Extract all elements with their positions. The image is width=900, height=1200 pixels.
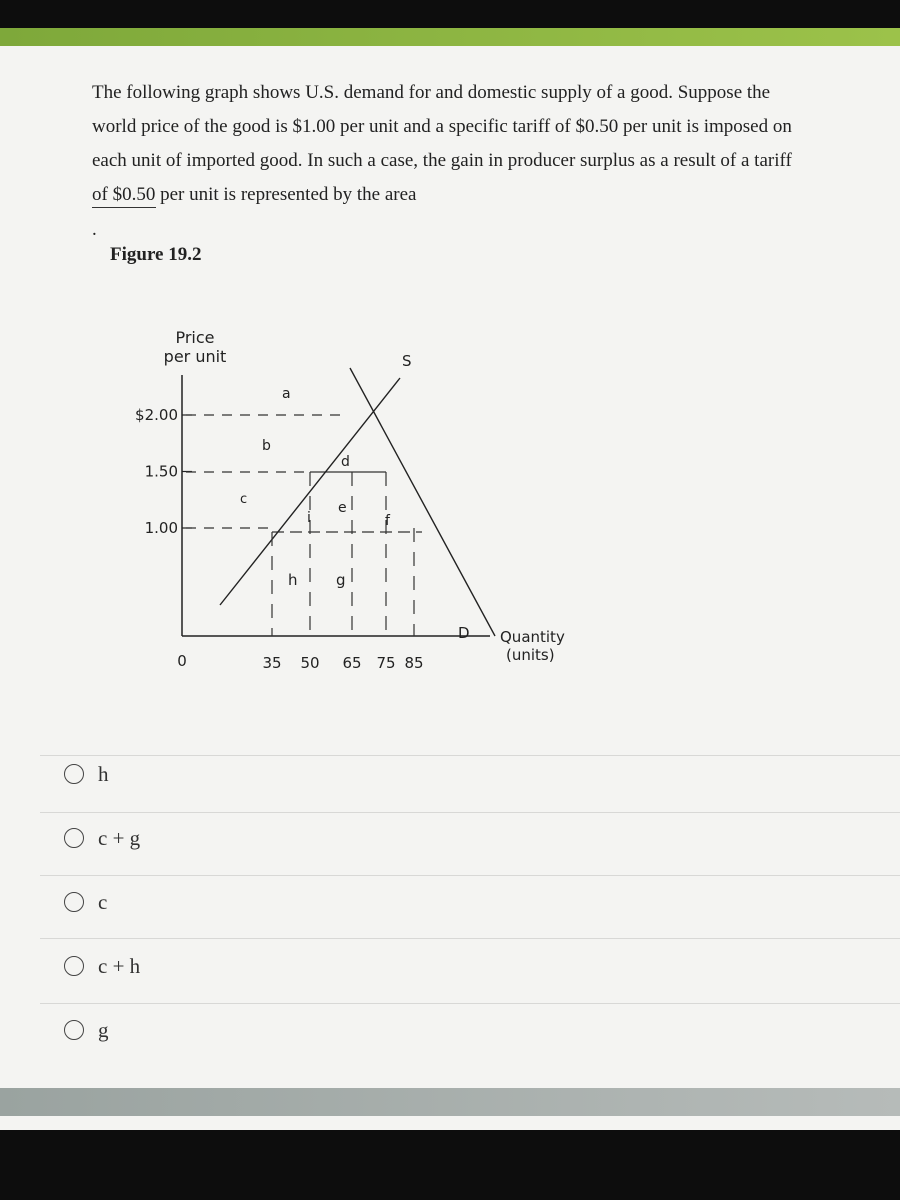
radio-button[interactable]: [64, 764, 84, 784]
option-label: h: [98, 761, 109, 786]
area-label-e: e: [338, 500, 347, 516]
area-label-d: d: [341, 454, 350, 470]
divider: [40, 755, 900, 756]
question-line-2: world price of the good is $1.00 per unit and a specific tariff of $0.50 per unit is imposed on: [92, 116, 792, 137]
y-axis-label-line2: per unit: [163, 347, 227, 366]
area-label-f: f: [385, 513, 390, 529]
question-line-3: each unit of imported good. In such a case, the gain in producer surplus as a result of a tariff: [92, 150, 792, 171]
question-text: [92, 76, 892, 247]
question-line-4: [92, 178, 892, 247]
radio-button[interactable]: [64, 1020, 84, 1040]
area-label-a: a: [282, 386, 291, 402]
supply-demand-graph: [100, 320, 620, 680]
option-c-plus-g[interactable]: [64, 820, 140, 856]
x-tick-label: 35: [262, 654, 282, 672]
divider: [40, 812, 900, 813]
option-c[interactable]: [64, 884, 107, 920]
origin-label: 0: [177, 652, 187, 670]
question-line-4-text: of $0.50 per unit is represented by the area: [92, 184, 417, 205]
divider: [40, 1003, 900, 1004]
y-tick-label: $2.00: [135, 406, 178, 424]
demand-curve: [350, 368, 495, 636]
answer-blank: [92, 207, 156, 208]
y-tick-label: 1.50: [144, 462, 178, 481]
option-g[interactable]: [64, 1012, 109, 1048]
option-label: c + h: [98, 953, 141, 978]
x-tick-label: 65: [342, 654, 362, 672]
x-axis-label-line2: (units): [506, 646, 555, 664]
x-tick-label: 75: [376, 654, 396, 672]
option-c-plus-h[interactable]: [64, 948, 140, 984]
divider: [40, 875, 900, 876]
figure-title: Figure 19.2: [110, 244, 202, 265]
curves: [220, 352, 495, 642]
area-label-i: i: [307, 510, 311, 526]
option-h[interactable]: [64, 756, 109, 792]
x-tick-label: 50: [300, 654, 320, 672]
option-label: c + g: [98, 825, 141, 850]
question-end: .: [92, 219, 97, 240]
radio-button[interactable]: [64, 956, 84, 976]
y-ticks: [135, 406, 192, 537]
radio-button[interactable]: [64, 892, 84, 912]
option-label: g: [98, 1017, 109, 1042]
area-label-g: g: [336, 571, 346, 589]
question-line-1: The following graph shows U.S. demand for and domestic supply of a good. Suppose the: [92, 82, 771, 103]
y-tick-label: 1.00: [144, 519, 178, 537]
x-ticks: [177, 652, 423, 672]
y-axis-label-line1: Price: [175, 328, 215, 347]
area-label-h: h: [288, 571, 298, 589]
supply-label: S: [402, 352, 412, 370]
radio-button[interactable]: [64, 828, 84, 848]
bottom-toolbar: [0, 1088, 900, 1116]
x-tick-label: 85: [404, 654, 424, 672]
option-label: c: [98, 889, 108, 914]
top-accent-strip: [0, 28, 900, 46]
divider: [40, 938, 900, 939]
area-label-c: c: [240, 492, 248, 507]
area-label-b: b: [262, 438, 271, 454]
x-axis-label-line1: Quantity: [500, 628, 565, 646]
demand-label: D: [458, 624, 470, 642]
